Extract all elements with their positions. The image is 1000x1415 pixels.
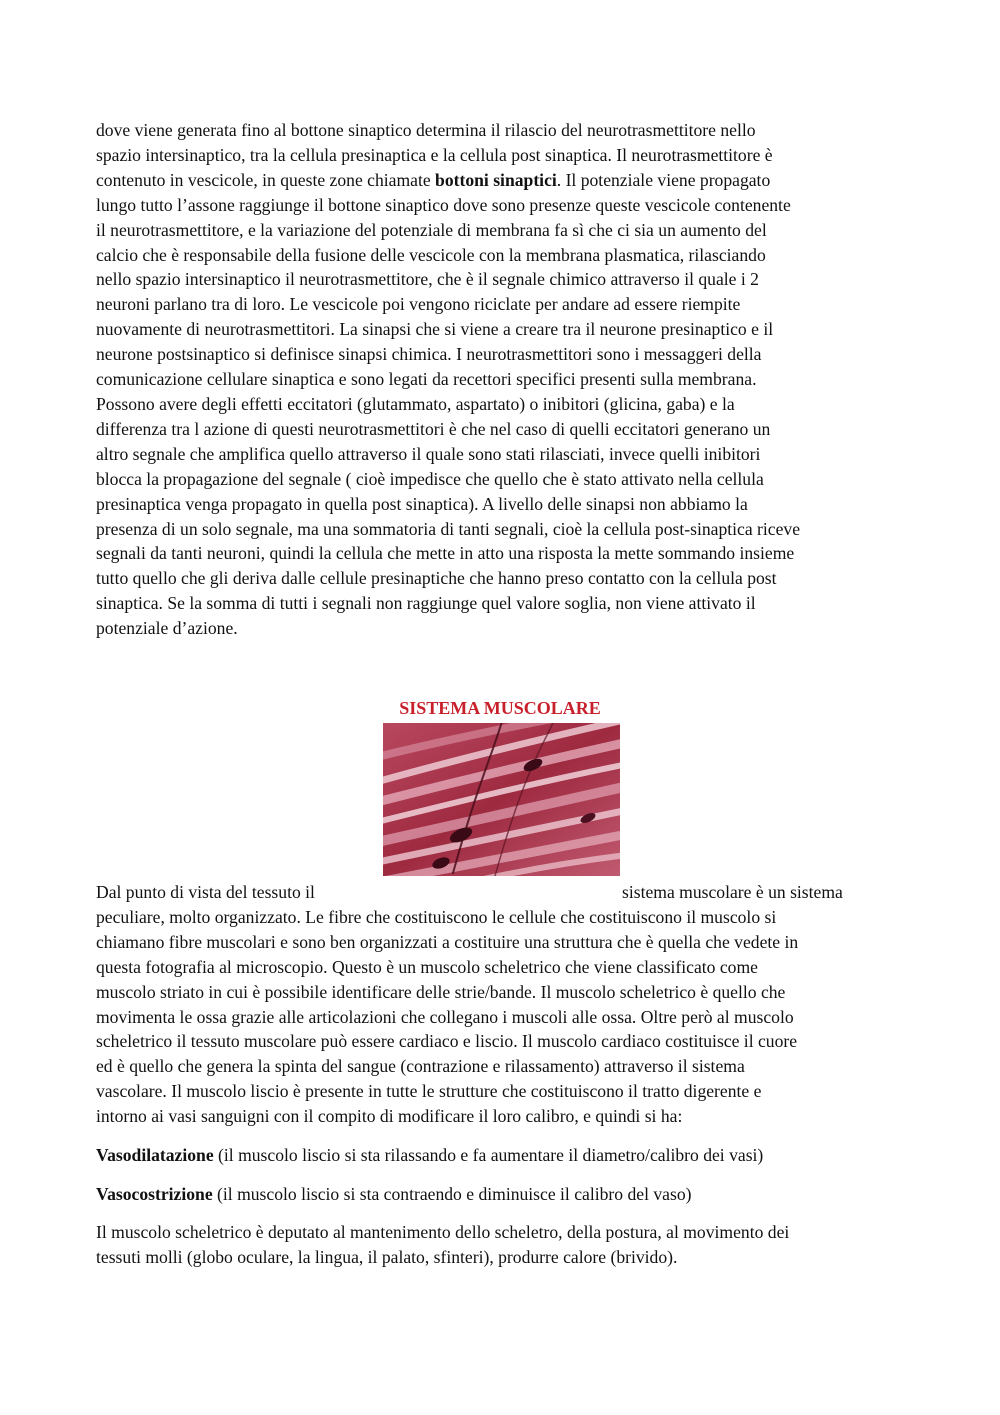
text-line: potenziale d’azione. bbox=[96, 618, 238, 639]
text-line: ed è quello che genera la spinta del sangue (contrazione e rilassamento) attraverso il sistema bbox=[96, 1056, 745, 1077]
muscle-paragraph bbox=[96, 880, 906, 1129]
text-line: tessuti molli (globo oculare, la lingua, il palato, sfinteri), produrre calore (brivido). bbox=[96, 1246, 678, 1267]
text-line: tutto quello che gli deriva dalle cellule presinaptiche che hanno preso contatto con la cellula post bbox=[96, 568, 777, 589]
text-line bbox=[96, 168, 906, 193]
text-line: scheletrico il tessuto muscolare può essere cardiaco e liscio. Il muscolo cardiaco costituisce il cuore bbox=[96, 1031, 798, 1052]
text-line: movimenta le ossa grazie alle articolazioni che collegano i muscoli alle ossa. Oltre però al muscolo bbox=[96, 1006, 794, 1027]
text-run: sistema muscolare è un sistema bbox=[622, 882, 843, 902]
text-line: Possono avere degli effetti eccitatori (glutammato, aspartato) o inibitori (glicina, gaba) e la bbox=[96, 393, 735, 414]
text-line: calcio che è responsabile della fusione delle vescicole con la membrana plasmatica, rilasciando bbox=[96, 244, 766, 265]
text-line: dove viene generata fino al bottone sinaptico determina il rilascio del neurotrasmettitore nello bbox=[96, 120, 756, 140]
intro-paragraph bbox=[96, 118, 906, 641]
text-line: spazio intersinaptico, tra la cellula presinaptica e la cellula post sinaptica. Il neurotrasmettitore è bbox=[96, 144, 773, 165]
text-line: neuroni parlano tra di loro. Le vescicole poi vengono riciclate per andare ad essere riempite bbox=[96, 294, 741, 315]
text-line: chiamano fibre muscolari e sono ben organizzati a costituire una struttura che è quella che vedete in bbox=[96, 931, 799, 952]
text-line: nello spazio intersinaptico il neurotrasmettitore, che è il segnale chimico attraverso il quale i 2 bbox=[96, 269, 759, 290]
text-line: comunicazione cellulare sinaptica e sono legati da recettori specifici presenti sulla membrana. bbox=[96, 369, 757, 390]
text-run: (il muscolo liscio si sta rilassando e fa aumentare il diametro/calibro dei vasi) bbox=[213, 1145, 764, 1165]
final-paragraph bbox=[96, 1220, 906, 1270]
text-line: presinaptica venga propagato in quella post sinaptica). A livello delle sinapsi non abbiamo la bbox=[96, 493, 748, 514]
bold-term-vasocostrizione: Vasocostrizione bbox=[96, 1184, 213, 1204]
text-line: lungo tutto l’assone raggiunge il bottone sinaptico dove sono presenze queste vescicole contenente bbox=[96, 194, 791, 215]
text-line: presenza di un solo segnale, ma una sommatoria di tanti segnali, cioè la cellula post-sinaptica riceve bbox=[96, 518, 800, 539]
bold-term-bottoni-sinaptici: bottoni sinaptici bbox=[435, 169, 557, 190]
vasocostrizione-paragraph bbox=[96, 1182, 906, 1207]
bold-term-vasodilatazione: Vasodilatazione bbox=[96, 1145, 214, 1165]
section-title: SISTEMA MUSCOLARE bbox=[399, 698, 601, 718]
text-line: blocca la propagazione del segnale ( cioè impedisce che quello che è stato attivato nella cellula bbox=[96, 468, 764, 489]
text-line: sinaptica. Se la somma di tutti i segnali non raggiunge quel valore soglia, non viene attivato il bbox=[96, 593, 756, 614]
text-run: Dal punto di vista del tessuto il bbox=[96, 882, 315, 902]
text-run: contenuto in vescicole, in queste zone chiamate bbox=[96, 169, 436, 190]
text-line: muscolo striato in cui è possibile identificare delle strie/bande. Il muscolo scheletrico è quello che bbox=[96, 981, 786, 1002]
text-line: vascolare. Il muscolo liscio è presente in tutte le strutture che costituiscono il tratto digerente e bbox=[96, 1081, 762, 1102]
text-run: (il muscolo liscio si sta contraendo e diminuisce il calibro del vaso) bbox=[212, 1184, 692, 1204]
vasodilatazione-paragraph bbox=[96, 1143, 906, 1168]
text-line: intorno ai vasi sanguigni con il compito di modificare il loro calibro, e quindi si ha: bbox=[96, 1106, 683, 1127]
text-line: nuovamente di neurotrasmettitori. La sinapsi che si viene a creare tra il neurone presinaptico e il bbox=[96, 319, 774, 340]
muscle-tissue-photo bbox=[383, 723, 620, 876]
text-line: differenza tra l azione di questi neurotrasmettitori è che nel caso di quelli eccitatori generano un bbox=[96, 418, 771, 439]
text-line: il neurotrasmettitore, e la variazione del potenziale di membrana fa sì che ci sia un aumento del bbox=[96, 219, 767, 240]
text-line: neurone postsinaptico si definisce sinapsi chimica. I neurotrasmettitori sono i messaggeri della bbox=[96, 344, 762, 365]
text-line bbox=[96, 880, 906, 905]
text-line: Il muscolo scheletrico è deputato al mantenimento dello scheletro, della postura, al movimento dei bbox=[96, 1222, 790, 1242]
text-run: . Il potenziale viene propagato bbox=[556, 169, 771, 190]
text-line: peculiare, molto organizzato. Le fibre che costituiscono le cellule che costituiscono il muscolo si bbox=[96, 906, 777, 927]
text-line: questa fotografia al microscopio. Questo è un muscolo scheletrico che viene classificato come bbox=[96, 956, 758, 977]
text-line: segnali da tanti neuroni, quindi la cellula che mette in atto una risposta la mette sommando insieme bbox=[96, 543, 795, 564]
text-line: altro segnale che amplifica quello attraverso il quale sono stati rilasciati, invece quelli inibitori bbox=[96, 443, 761, 464]
